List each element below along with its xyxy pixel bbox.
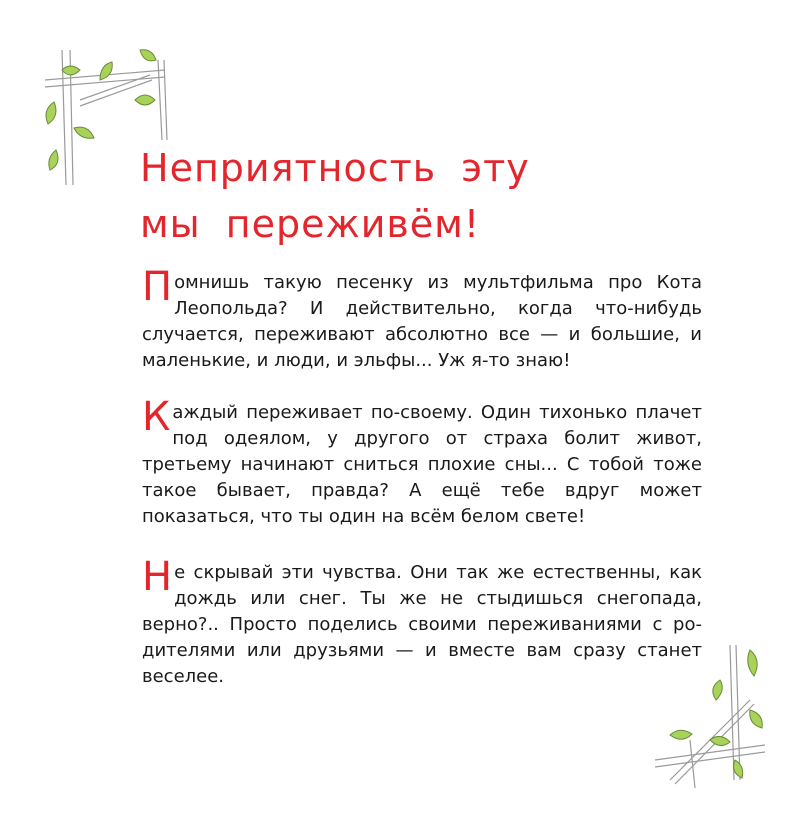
vine-decoration-icon — [650, 640, 770, 790]
page-title — [140, 140, 700, 252]
paragraph-1 — [142, 264, 702, 374]
title-line-1: Неприятность эту — [140, 146, 530, 190]
dropcap-1: П — [142, 264, 173, 310]
paragraph-2 — [142, 394, 702, 530]
paragraph-1-text: омнишь такую песенку из мультфильма про Кота Леопольда? И действительно, когда что-нибудь случается, переживают абсолютно все — и большие, и маленькие, и люди, и эльфы... Уж я-то знаю! — [142, 272, 702, 371]
dropcap-3: Н — [142, 554, 173, 600]
paragraph-2-text: аждый переживает по-своему. Один тихонько плачет под одеялом, у другого от страха болит живот, третьему начинают сниться плохие сны... С тобой тоже такое бывает, правда? А ещё тебе вдруг может показаться, что ты один на всём белом свете! — [142, 402, 702, 527]
title-line-2: мы переживём! — [140, 202, 481, 246]
dropcap-2: К — [142, 394, 171, 440]
paragraph-3-text: е скрывай эти чувства. Они так же естественны, как дождь или снег. Ты же не стыдишься снегопада, верно?.. Просто поделись своими переживаниями с родителями или друзьями — и вместе вам сразу станет веселее. — [142, 562, 702, 687]
paragraph-3 — [142, 554, 702, 690]
